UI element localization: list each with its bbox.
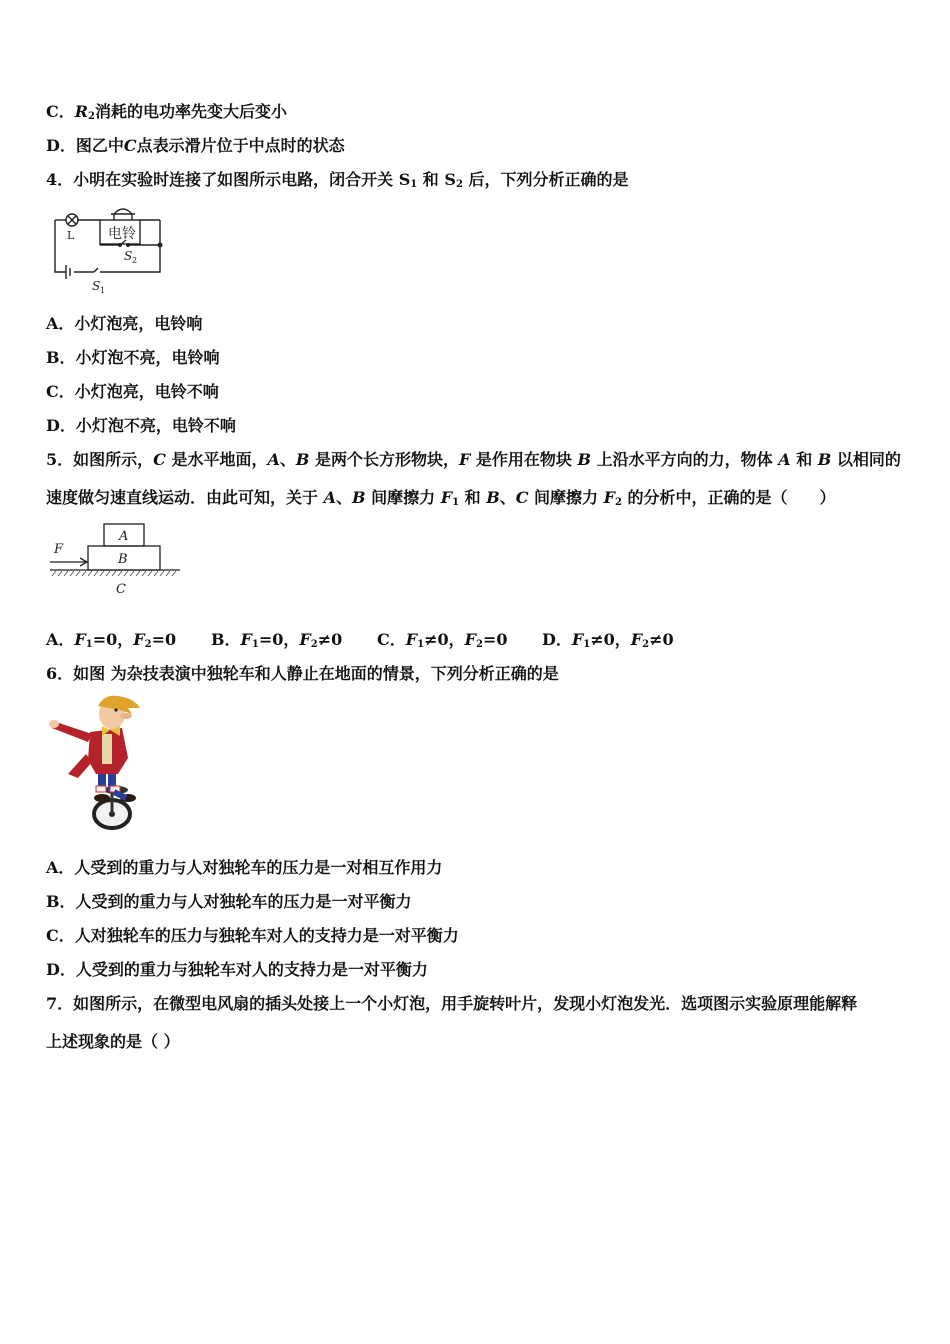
q5-option-a: A．$F_1=0$，$F_2=0$ — [46, 630, 177, 650]
q5-option-c: C．$F_1\ne 0$，$F_2=0$ — [377, 630, 508, 650]
q5-stem-line1: 5．如图所示，C 是水平地面，A、B 是两个长方形物块，F 是作用在物块 B 上沿水平方向的力，物体 A 和 B 以相同的 — [46, 450, 901, 469]
q7-stem-line2: 上述现象的是（ ） — [46, 1032, 180, 1051]
q6-option-c: C．人对独轮车的压力与独轮车对人的支持力是一对平衡力 — [46, 926, 459, 945]
q4-option-b: B．小灯泡不亮，电铃响 — [46, 348, 220, 367]
svg-text:C: C — [116, 582, 126, 597]
q3-option-c: C．$R_2$消耗的电功率先变大后变小 — [46, 102, 288, 122]
q6-option-b: B．人受到的重力与人对独轮车的压力是一对平衡力 — [46, 892, 412, 911]
q4-bulb-label: L — [67, 229, 75, 242]
q4-option-a: A．小灯泡亮，电铃响 — [46, 314, 203, 333]
svg-text:1: 1 — [100, 286, 106, 295]
svg-text:S: S — [92, 279, 101, 293]
q3-option-d: D．图乙中C点表示滑片位于中点时的状态 — [46, 136, 345, 155]
q6-stem: 6．如图 为杂技表演中独轮车和人静止在地面的情景，下列分析正确的是 — [46, 664, 559, 683]
svg-text:A: A — [119, 529, 129, 544]
q4-option-c: C．小灯泡亮，电铃不响 — [46, 382, 219, 401]
q5-option-d: D．$F_1\ne 0$，$F_2\ne 0$ — [542, 630, 674, 650]
q7-stem-line1: 7．如图所示，在微型电风扇的插头处接上一个小灯泡，用手旋转叶片，发现小灯泡发光．选项图示实验原理能解释 — [46, 994, 858, 1013]
q5-stem-line2: 速度做匀速直线运动．由此可知，关于 A、B 间摩擦力 $F_1$ 和 B、C 间摩擦力 $F_2$ 的分析中，正确的是（ ） — [46, 488, 836, 508]
q6-option-a: A．人受到的重力与人对独轮车的压力是一对相互作用力 — [46, 858, 443, 877]
q4-stem: 4．小明在实验时连接了如图所示电路，闭合开关 $S_1$ 和 $S_2$ 后，下列分析正确的是 — [46, 170, 629, 190]
svg-text:F: F — [54, 542, 64, 557]
q4-option-d: D．小灯泡不亮，电铃不响 — [46, 416, 236, 435]
q6-option-d: D．人受到的重力与独轮车对人的支持力是一对平衡力 — [46, 960, 428, 979]
q5-blocks-figure — [46, 520, 186, 602]
q5-option-b: B．$F_1=0$，$F_2\ne 0$ — [211, 630, 343, 650]
svg-text:2: 2 — [132, 256, 138, 265]
q6-unicycle-figure — [48, 694, 152, 836]
q4-circuit-figure — [48, 202, 170, 298]
q4-bell-label: 电铃 — [108, 226, 136, 242]
svg-text:B: B — [118, 552, 128, 567]
svg-text:S: S — [124, 249, 133, 263]
